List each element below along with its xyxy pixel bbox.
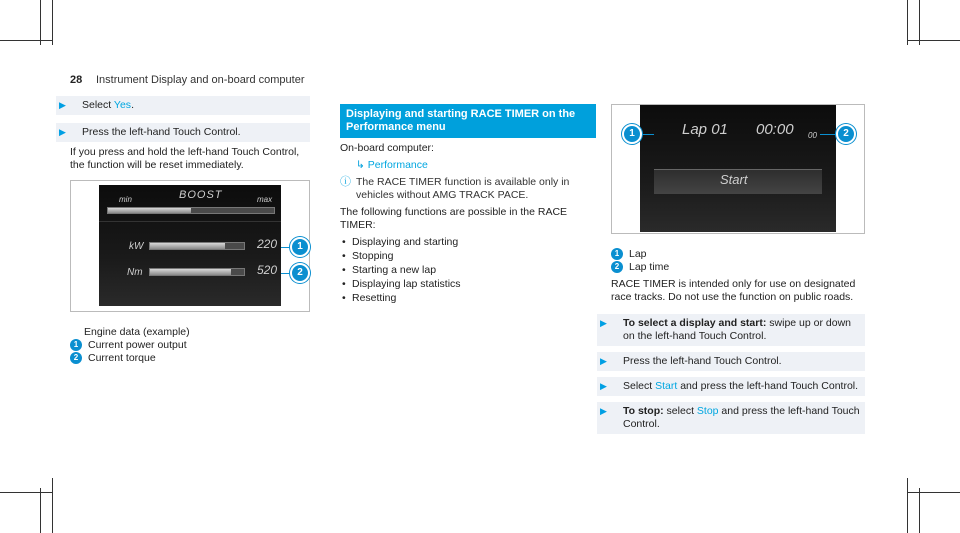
path-intro: On-board computer: [340, 142, 434, 154]
legend-number: 2 [611, 261, 623, 273]
legend-text: Current power output [88, 339, 187, 351]
power-bar-fill [150, 243, 225, 249]
step-arrow-icon: ▶ [59, 127, 66, 137]
boost-bar-fill [108, 208, 191, 213]
menu-path [340, 159, 596, 172]
menu-item-start: Start [655, 380, 678, 392]
torque-value: 520 [257, 263, 278, 277]
step-arrow-icon: ▶ [600, 356, 607, 366]
paragraph: If you press and hold the left-hand Touch Control, the function will be reset immediately. [70, 146, 300, 171]
step-bold: To stop: [623, 405, 664, 417]
step-text: swipe up or down on the left-hand Touch Control. [623, 317, 851, 342]
display-screen [640, 105, 836, 232]
info-icon: ⓘ [340, 176, 351, 188]
menu-item-performance: Performance [367, 159, 428, 171]
step-arrow-icon: ▶ [600, 406, 607, 416]
list-item: • Resetting [340, 292, 596, 305]
figure-race-timer [611, 104, 865, 234]
min-label: min [119, 195, 132, 204]
figure-caption: Engine data (example) [84, 326, 190, 338]
step-press-control [597, 352, 865, 371]
step-text: select [663, 405, 697, 417]
legend-item [70, 352, 310, 365]
step-text: Press the left-hand Touch Control. [82, 126, 241, 138]
crop-mark [908, 40, 960, 41]
list-item: • Displaying lap statistics [340, 278, 596, 291]
legend-number: 1 [611, 248, 623, 260]
crop-mark [907, 0, 908, 45]
path-arrow-icon: ↳ [356, 159, 365, 171]
list-item: • Starting a new lap [340, 264, 596, 277]
step-press-control [56, 123, 310, 142]
boost-bar [107, 207, 275, 214]
torque-bar [149, 268, 245, 276]
step-text: Select [623, 380, 656, 392]
paragraph: The following functions are possible in the RACE TIMER: [340, 206, 568, 231]
crop-mark [908, 492, 960, 493]
callout-badge: 2 [290, 263, 310, 283]
step-text: and press the left-hand Touch Control. [623, 405, 860, 430]
crop-mark [919, 488, 920, 533]
power-unit: kW [129, 241, 144, 252]
step-bold: To select a display and start: [623, 317, 767, 329]
column-1 [59, 96, 310, 365]
page-header: Instrument Display and on-board computer [96, 74, 305, 86]
step-select-start [597, 377, 865, 396]
note-text: The RACE TIMER function is available only in vehicles without AMG TRACK PACE. [356, 176, 570, 201]
step-arrow-icon: ▶ [600, 318, 607, 328]
legend-item [611, 261, 865, 274]
column-3 [600, 104, 865, 434]
callout-badge: 2 [836, 124, 856, 144]
torque-bar-fill [150, 269, 231, 275]
step-select-display [597, 314, 865, 346]
step-stop [597, 402, 865, 434]
lap-time: 00:00 [756, 121, 794, 138]
list-item: • Stopping [340, 250, 596, 263]
menu-item-stop: Stop [696, 405, 719, 417]
crop-mark [907, 478, 908, 533]
callout-badge: 1 [622, 124, 642, 144]
page-number: 28 [70, 74, 83, 86]
menu-item-yes: Yes [113, 99, 132, 111]
power-bar [149, 242, 245, 250]
step-text: . [131, 99, 134, 111]
crop-mark [52, 0, 53, 45]
step-text: Press the left-hand Touch Control. [623, 355, 782, 367]
list-item: • Displaying and starting [340, 236, 596, 249]
max-label: max [257, 195, 273, 204]
legend-item [611, 248, 865, 261]
lap-time-fraction: 00 [808, 131, 817, 140]
legend-text: Current torque [88, 352, 156, 364]
step-text: and press the left-hand Touch Control. [677, 380, 859, 392]
display-screen [99, 185, 281, 306]
crop-mark [0, 492, 52, 493]
column-2 [340, 104, 596, 306]
crop-mark [40, 488, 41, 533]
crop-mark [52, 478, 53, 533]
legend-text: Lap time [629, 261, 670, 273]
crop-mark [0, 40, 52, 41]
figure-engine-data [70, 180, 310, 312]
step-text: Select [82, 99, 114, 111]
crop-mark [40, 0, 41, 45]
legend-number: 2 [70, 352, 82, 364]
paragraph: RACE TIMER is intended only for use on designated race tracks. Do not use the function on public roads. [611, 278, 856, 303]
power-value: 220 [257, 237, 278, 251]
step-select-yes [56, 96, 310, 115]
info-note [340, 176, 596, 202]
start-label: Start [720, 172, 748, 187]
step-arrow-icon: ▶ [59, 100, 66, 110]
divider [99, 221, 281, 222]
torque-unit: Nm [127, 267, 143, 278]
crop-mark [919, 0, 920, 45]
callout-badge: 1 [290, 237, 310, 257]
lap-label: Lap 01 [682, 121, 728, 138]
step-arrow-icon: ▶ [600, 381, 607, 391]
legend-item [70, 339, 310, 352]
legend-text: Lap [629, 248, 647, 260]
boost-label: BOOST [179, 189, 223, 201]
legend-number: 1 [70, 339, 82, 351]
section-heading: Displaying and starting RACE TIMER on the Performance menu [340, 104, 596, 138]
